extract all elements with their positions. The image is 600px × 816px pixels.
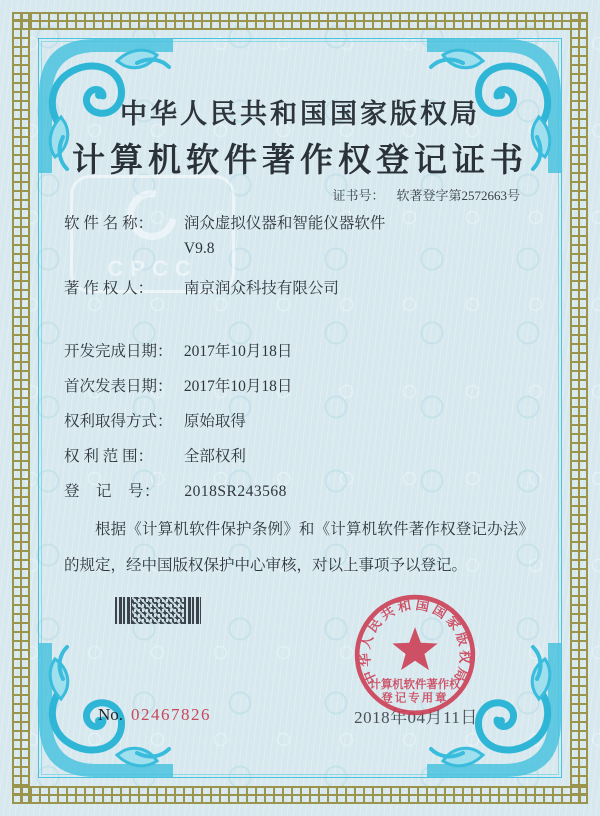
field-label: 首次发表日期： <box>64 378 173 395</box>
registration-statement: 根据《计算机软件保护条例》和《计算机软件著作权登记办法》的规定，经中国版权保护中心审核，对以上事项予以登记。 <box>64 521 534 574</box>
field-label: 开发完成日期： <box>64 343 173 360</box>
field-value: 南京润众科技有限公司 <box>183 280 339 297</box>
field-value: 2017年10月18日 <box>183 343 293 360</box>
field-value: 2018SR243568 <box>184 483 287 500</box>
field-label: 权 利 范 围： <box>64 448 154 465</box>
field-value <box>184 211 386 261</box>
field-value: 原始取得 <box>183 413 246 430</box>
field-row-copyright-owner <box>64 276 540 301</box>
seal-caption-line1: 计算机软件著作权 <box>369 679 461 692</box>
barcode-right-bars <box>184 597 201 624</box>
field-value: 全部权利 <box>183 448 246 465</box>
cpcc-emblem-text: CPCC <box>107 256 198 281</box>
field-row-first-publish-date <box>64 374 540 399</box>
field-label: 登 记 号： <box>64 483 161 500</box>
field-row-rights-scope <box>64 444 540 469</box>
field-value: 2017年10月18日 <box>183 378 293 395</box>
certificate-number-label: 证书号： <box>332 188 385 203</box>
field-row-dev-complete-date <box>64 339 540 364</box>
field-row-software-name <box>64 211 540 261</box>
seal-caption-line2: 登记专用章 <box>381 692 449 705</box>
field-row-registration-number <box>64 479 540 504</box>
certificate-title: 计算机软件著作权登记证书 <box>72 143 528 179</box>
field-label: 软 件 名 称： <box>64 215 154 232</box>
software-name: 润众虚拟仪器和智能仪器软件 <box>183 215 386 232</box>
serial-number-line <box>98 705 211 725</box>
gold-greek-key-border-top <box>12 12 588 30</box>
barcode-left-bars <box>115 597 132 624</box>
star-icon <box>392 627 437 670</box>
serial-value: 02467826 <box>131 705 212 724</box>
field-label: 著 作 权 人： <box>64 280 154 297</box>
barcode-matrix <box>132 597 184 624</box>
certificate-number-value: 软著登字第2572663号 <box>396 188 520 203</box>
gold-greek-key-border-bottom <box>12 786 588 804</box>
field-label: 权利取得方式： <box>64 413 173 430</box>
issue-date: 2018年04月11日 <box>354 708 478 727</box>
barcode-2d <box>115 597 201 624</box>
certificate-number-line <box>332 185 520 204</box>
serial-label: No. <box>98 705 124 724</box>
issuing-authority-title: 中华人民共和国国家版权局 <box>120 99 480 129</box>
official-seal <box>353 593 477 717</box>
field-row-rights-acquisition <box>64 409 540 434</box>
seal-ring-text: 中华人民共和国国家版权局 <box>357 596 473 687</box>
software-version: V9.8 <box>183 240 215 257</box>
